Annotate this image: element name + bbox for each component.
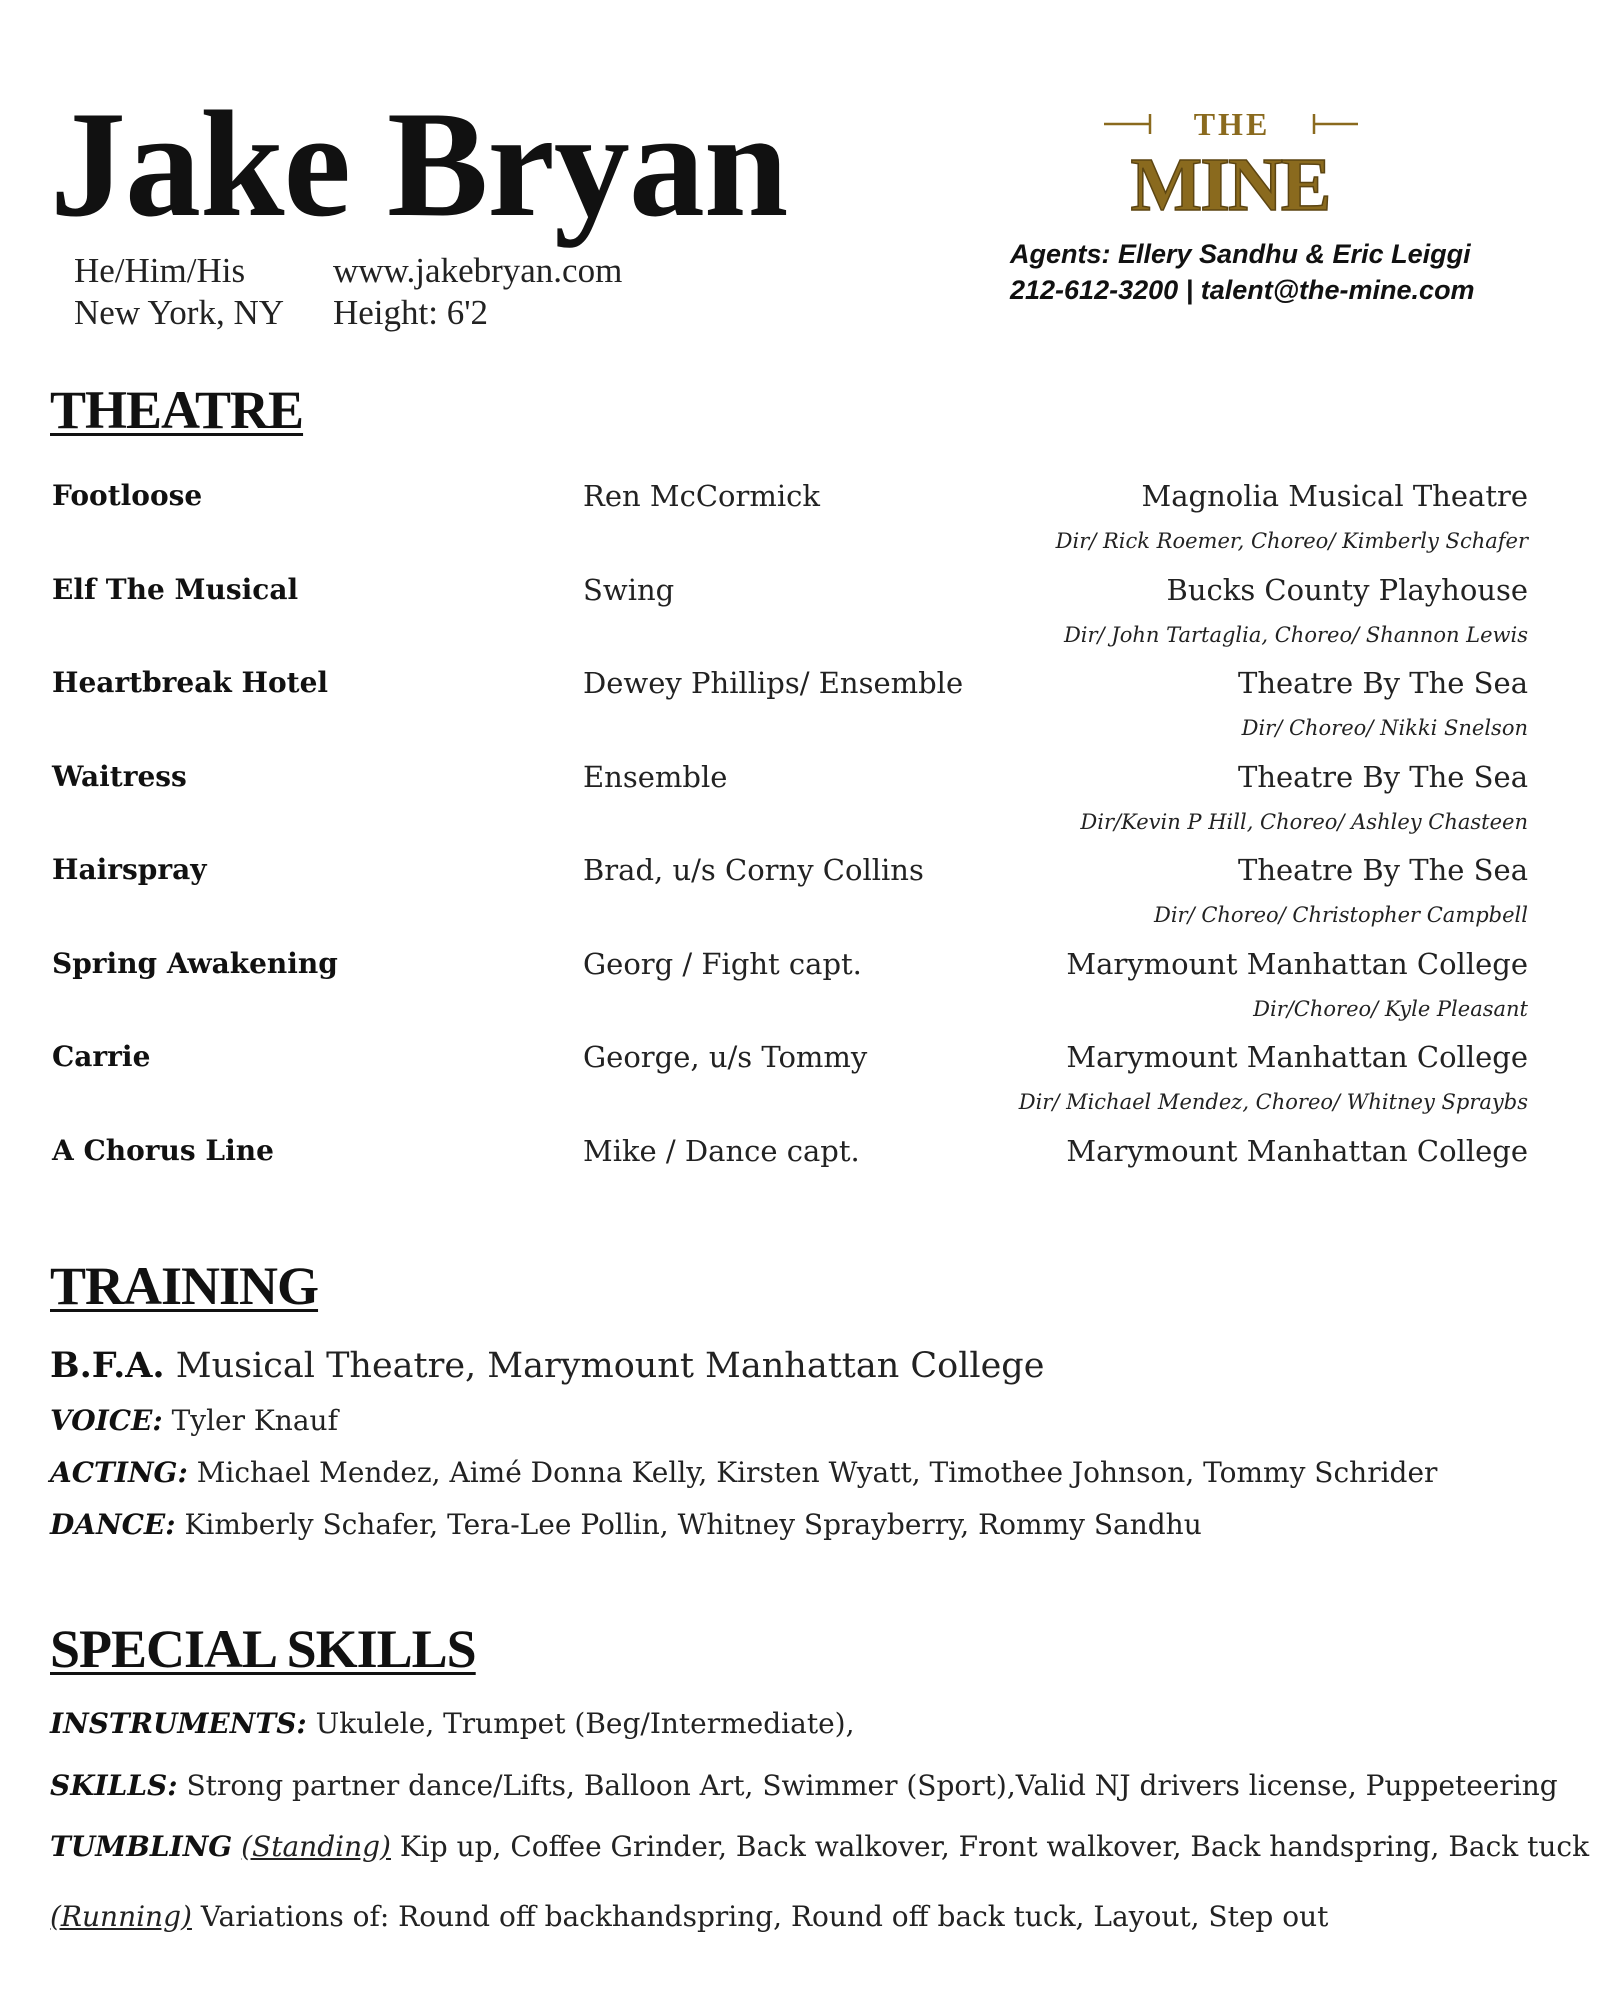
credit-row: [52, 946, 1528, 1040]
degree-label: B.F.A.: [50, 1345, 165, 1386]
skills-label: SKILLS:: [50, 1769, 178, 1802]
degree-program: Musical Theatre, Marymount Manhattan College: [164, 1346, 1045, 1386]
credit-row: [52, 759, 1528, 853]
running-label: (Running): [50, 1900, 192, 1933]
dance-line: [50, 1507, 1202, 1543]
venue-name: Theatre By The Sea: [1238, 853, 1528, 887]
website-link[interactable]: www.jakebryan.com: [333, 251, 623, 290]
location: New York, NY: [74, 293, 285, 332]
acting-teachers: Michael Mendez, Aimé Donna Kelly, Kirsten Wyatt, Timothee Johnson, Tommy Schrider: [187, 1456, 1438, 1489]
creative-team: Dir/ Choreo/ Nikki Snelson: [1241, 716, 1528, 740]
credit-row: [52, 665, 1528, 759]
dance-teachers: Kimberly Schafer, Tera-Lee Pollin, Whitney Sprayberry, Rommy Sandhu: [175, 1508, 1202, 1541]
role-name: Brad, u/s Corny Collins: [583, 853, 924, 887]
credit-row: [52, 852, 1528, 946]
creative-team: Dir/ Rick Roemer, Choreo/ Kimberly Schafer: [1055, 529, 1528, 553]
voice-line: [50, 1403, 338, 1439]
logo-top-text: THE: [1193, 106, 1271, 142]
role-name: Ren McCormick: [583, 479, 820, 513]
venue-name: Theatre By The Sea: [1238, 759, 1528, 794]
degree-line: [50, 1344, 1044, 1388]
skills-list: Strong partner dance/Lifts, Balloon Art, Swimmer (Sport),Valid NJ drivers license, Puppeteering: [177, 1769, 1558, 1802]
creative-team: Dir/Kevin P Hill, Choreo/ Ashley Chasteen: [1080, 809, 1528, 834]
creative-team: Dir/ Michael Mendez, Choreo/ Whitney Spraybs: [1018, 1090, 1528, 1114]
show-title: Elf The Musical: [52, 572, 299, 606]
dance-label: DANCE:: [50, 1508, 176, 1541]
creative-team: Dir/Choreo/ Kyle Pleasant: [1253, 996, 1528, 1021]
logo-main-text: MINE: [1130, 143, 1330, 220]
role-name: George, u/s Tommy: [583, 1040, 868, 1074]
contact-info: [333, 250, 622, 334]
role-name: Mike / Dance capt.: [583, 1133, 860, 1168]
actor-name: Jake Bryan: [50, 80, 788, 248]
personal-info: [74, 250, 284, 334]
venue-name: Marymount Manhattan College: [1066, 946, 1528, 981]
credit-row: [52, 1133, 1528, 1227]
venue-name: Theatre By The Sea: [1238, 666, 1528, 700]
show-title: A Chorus Line: [52, 1133, 274, 1167]
theatre-heading: THEATRE: [50, 380, 304, 440]
skills-heading: SPECIAL SKILLS: [50, 1619, 476, 1679]
venue-name: Bucks County Playhouse: [1166, 572, 1528, 607]
role-name: Dewey Phillips/ Ensemble: [583, 666, 964, 700]
agency-logo: [1090, 100, 1370, 220]
role-name: Ensemble: [583, 759, 728, 794]
agency-phone-email[interactable]: 212-612-3200 | talent@the-mine.com: [1010, 275, 1475, 305]
credit-row: [52, 572, 1528, 666]
tumbling-standing-line: [50, 1829, 1589, 1865]
role-name: Swing: [583, 572, 675, 607]
show-title: Hairspray: [52, 853, 207, 886]
tumbling-running-line: [50, 1899, 1328, 1935]
voice-label: VOICE:: [50, 1404, 163, 1437]
instruments-label: INSTRUMENTS:: [50, 1707, 307, 1740]
voice-teachers: Tyler Knauf: [162, 1404, 338, 1437]
agency-contact: [1010, 236, 1475, 308]
tumbling-label: TUMBLING: [50, 1830, 233, 1863]
standing-label: (Standing): [241, 1830, 391, 1863]
instruments-list: Ukulele, Trumpet (Beg/Intermediate),: [306, 1707, 855, 1740]
running-list: Variations of: Round off backhandspring, Round off back tuck, Layout, Step out: [191, 1900, 1329, 1933]
show-title: Heartbreak Hotel: [52, 666, 329, 699]
acting-line: [50, 1455, 1437, 1491]
show-title: Spring Awakening: [52, 946, 338, 980]
instruments-line: [50, 1706, 854, 1742]
credit-row: [52, 1039, 1528, 1133]
venue-name: Magnolia Musical Theatre: [1141, 479, 1528, 513]
venue-name: Marymount Manhattan College: [1066, 1040, 1528, 1074]
agents-line: Agents: Ellery Sandhu & Eric Leiggi: [1010, 239, 1471, 269]
show-title: Footloose: [52, 479, 203, 512]
pronouns: He/Him/His: [74, 251, 246, 290]
training-heading: TRAINING: [50, 1256, 319, 1316]
theatre-credits: [52, 478, 1528, 1226]
skills-line: [50, 1768, 1558, 1804]
creative-team: Dir/ Choreo/ Christopher Campbell: [1153, 903, 1528, 927]
show-title: Carrie: [52, 1040, 151, 1073]
show-title: Waitress: [52, 759, 187, 793]
height: Height: 6'2: [333, 293, 489, 332]
credit-row: [52, 478, 1528, 572]
venue-name: Marymount Manhattan College: [1066, 1133, 1528, 1168]
role-name: Georg / Fight capt.: [583, 946, 862, 981]
creative-team: Dir/ John Tartaglia, Choreo/ Shannon Lewis: [1063, 622, 1528, 647]
standing-list: Kip up, Coffee Grinder, Back walkover, Front walkover, Back handspring, Back tuck: [390, 1830, 1590, 1863]
acting-label: ACTING:: [50, 1456, 188, 1489]
